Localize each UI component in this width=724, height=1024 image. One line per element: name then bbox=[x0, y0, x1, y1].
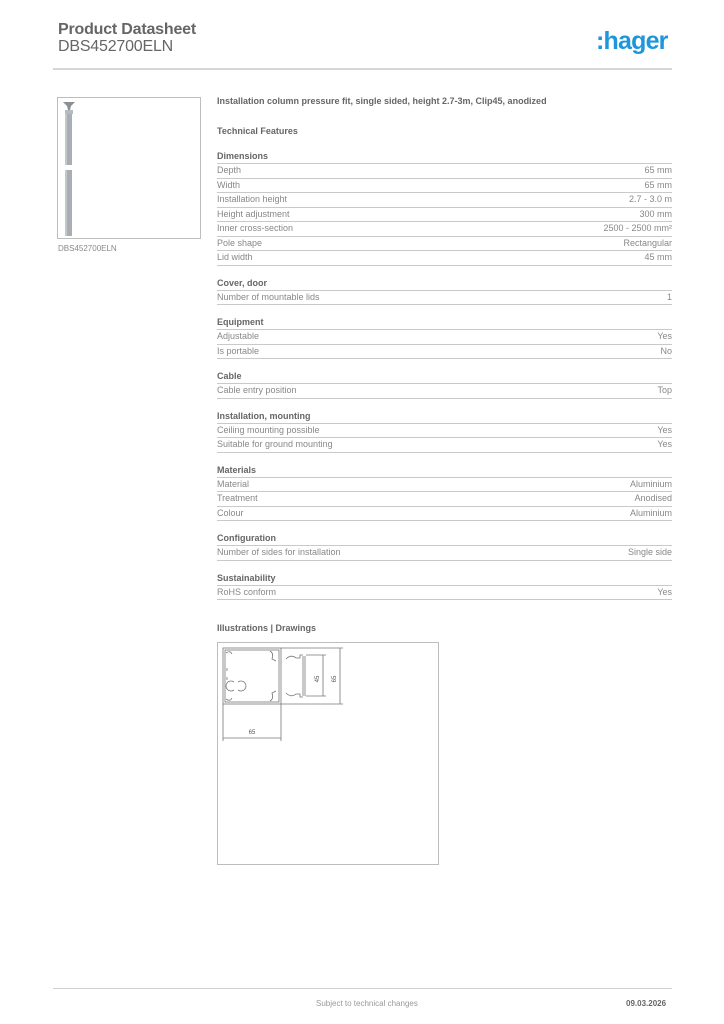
technical-drawing bbox=[217, 642, 439, 865]
section-configuration bbox=[217, 532, 672, 561]
spec-value: 65 mm bbox=[644, 165, 672, 175]
cross-section-drawing-icon bbox=[218, 643, 438, 864]
section-sustainability bbox=[217, 572, 672, 601]
section-materials bbox=[217, 464, 672, 522]
spec-row bbox=[217, 345, 672, 360]
spec-label: Treatment bbox=[217, 493, 258, 503]
spec-value: Aluminium bbox=[629, 507, 672, 518]
spec-row bbox=[217, 492, 672, 507]
spec-label: Number of sides for installation bbox=[217, 547, 341, 557]
spec-value: Anodised bbox=[634, 493, 672, 503]
spec-value: Yes bbox=[657, 586, 672, 597]
illustrations-title: Illustrations | Drawings bbox=[217, 623, 317, 633]
spec-row bbox=[217, 424, 672, 439]
spec-label: Colour bbox=[217, 507, 244, 518]
spec-row bbox=[217, 546, 672, 561]
spec-label: Number of mountable lids bbox=[217, 291, 320, 302]
spec-label: Adjustable bbox=[217, 331, 260, 341]
product-code: DBS452700ELN bbox=[58, 38, 174, 55]
spec-value: 65 mm bbox=[644, 179, 672, 190]
section-equipment bbox=[217, 316, 672, 359]
spec-row bbox=[217, 478, 672, 493]
footer-date: 09.03.2026 bbox=[626, 999, 667, 1008]
spec-value: Yes bbox=[657, 439, 672, 449]
spec-label: Inner cross-section bbox=[217, 223, 294, 233]
spec-value: 45 mm bbox=[644, 252, 672, 262]
footer-divider bbox=[53, 988, 672, 989]
section-installation-mounting bbox=[217, 410, 672, 453]
product-image-caption: DBS452700ELN bbox=[58, 244, 117, 253]
spec-label: Installation height bbox=[217, 194, 288, 204]
spec-row bbox=[217, 179, 672, 194]
spec-label: Pole shape bbox=[217, 237, 263, 248]
main-content bbox=[217, 94, 672, 600]
section-cable bbox=[217, 370, 672, 399]
spec-row bbox=[217, 586, 672, 601]
height-dimension: 65 bbox=[332, 675, 338, 683]
spec-row bbox=[217, 251, 672, 266]
spec-row bbox=[217, 507, 672, 522]
spec-label: Lid width bbox=[217, 252, 253, 262]
spec-value: 1 bbox=[666, 291, 672, 302]
hager-logo: :hager bbox=[596, 27, 668, 55]
footer-note: Subject to technical changes bbox=[316, 999, 418, 1008]
spec-label: Cable entry position bbox=[217, 385, 297, 395]
section-title: Configuration bbox=[217, 532, 672, 546]
spec-row bbox=[217, 237, 672, 252]
spec-value: Single side bbox=[627, 547, 672, 557]
width-dimension: 65 bbox=[248, 730, 256, 736]
spec-label: Width bbox=[217, 179, 241, 190]
spec-value: Aluminium bbox=[629, 478, 672, 489]
section-title: Sustainability bbox=[217, 572, 672, 586]
spec-row bbox=[217, 193, 672, 208]
spec-value: No bbox=[660, 345, 672, 356]
spec-value: 2500 - 2500 mm² bbox=[603, 223, 672, 233]
section-cover-door bbox=[217, 277, 672, 306]
spec-row bbox=[217, 164, 672, 179]
spec-label: Ceiling mounting possible bbox=[217, 424, 320, 435]
technical-features-title: Technical Features bbox=[217, 126, 298, 136]
section-title: Dimensions bbox=[217, 150, 672, 164]
spec-label: Suitable for ground mounting bbox=[217, 439, 333, 449]
section-title: Cover, door bbox=[217, 277, 672, 291]
spec-label: Height adjustment bbox=[217, 208, 290, 219]
spec-label: RoHS conform bbox=[217, 586, 277, 597]
spec-value: 300 mm bbox=[639, 208, 672, 219]
spec-label: Material bbox=[217, 478, 250, 489]
spec-label: Is portable bbox=[217, 345, 260, 356]
spec-row bbox=[217, 330, 672, 345]
section-title: Equipment bbox=[217, 316, 672, 330]
product-image bbox=[57, 97, 201, 239]
spec-value: Rectangular bbox=[623, 237, 672, 248]
spec-row bbox=[217, 291, 672, 306]
section-dimensions bbox=[217, 150, 672, 266]
section-title: Installation, mounting bbox=[217, 410, 672, 424]
spec-row bbox=[217, 222, 672, 237]
spec-row bbox=[217, 208, 672, 223]
section-title: Materials bbox=[217, 464, 672, 478]
document-title: Product Datasheet bbox=[58, 21, 196, 38]
spec-label: Depth bbox=[217, 165, 242, 175]
header-divider bbox=[53, 68, 672, 70]
spec-value: 2.7 - 3.0 m bbox=[628, 194, 672, 204]
section-title: Cable bbox=[217, 370, 672, 384]
installation-column-image bbox=[58, 98, 200, 238]
spec-row bbox=[217, 384, 672, 399]
spec-value: Yes bbox=[657, 331, 672, 341]
product-description: Installation column pressure fit, single sided, height 2.7-3m, Clip45, anodized bbox=[217, 96, 547, 106]
spec-value: Yes bbox=[657, 424, 672, 435]
spec-row bbox=[217, 438, 672, 453]
lid-width-dimension: 45 bbox=[315, 675, 321, 683]
spec-value: Top bbox=[657, 385, 672, 395]
